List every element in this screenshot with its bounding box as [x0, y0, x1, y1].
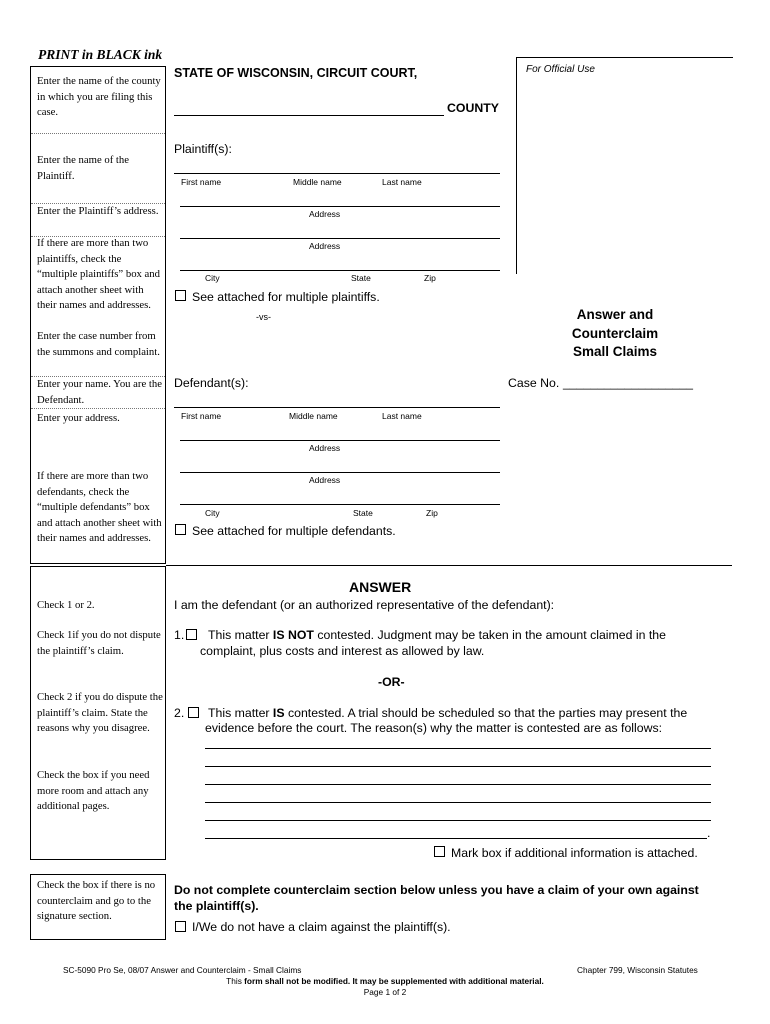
sidebar-note-case-number: Enter the case number from the summons and complaint.	[37, 330, 160, 358]
case-number-field[interactable]: ___________________	[563, 376, 693, 390]
plaintiff-address-label-1: Address	[309, 209, 341, 219]
defendant-address-label-2: Address	[309, 475, 341, 485]
counterclaim-instruction-line-1: Do not complete counterclaim section below unless you have a claim of your own against	[174, 883, 699, 897]
sidebar-note-multiple-defendants: If there are more than two defendants, check the “multiple defendants” box and attach another sheet with their names and addresses.	[37, 470, 162, 544]
sidebar-note-check-1: Check 1if you do not dispute the plaintiff’s claim.	[37, 629, 161, 657]
defendant-address-field-1[interactable]	[180, 440, 500, 441]
option-2-checkbox[interactable]	[188, 707, 199, 718]
sidebar-note-no-counterclaim: Check the box if there is no counterclaim and go to the signature section.	[37, 879, 156, 922]
option-2-text-line-2: evidence before the court. The reason(s) why the matter is contested are as follows:	[205, 721, 663, 735]
sidebar-note-check-2: Check 2 if you do dispute the plaintiff’s claim. State the reasons why you disagree.	[37, 691, 163, 734]
footer-notice-a: This	[226, 976, 242, 986]
plaintiff-city-label: City	[205, 273, 220, 283]
option-2-number: 2.	[174, 706, 185, 720]
answer-title: ANSWER	[349, 579, 412, 595]
reason-line-4[interactable]	[205, 802, 711, 803]
plaintiff-address-field-2[interactable]	[180, 238, 500, 239]
footer-notice	[0, 976, 770, 986]
option-2-text-a: This matter	[208, 706, 270, 720]
reason-line-3[interactable]	[205, 784, 711, 785]
plaintiff-first-name-label: First name	[181, 177, 222, 187]
court-title: STATE OF WISCONSIN, CIRCUIT COURT,	[174, 66, 418, 80]
reason-line-1[interactable]	[205, 748, 711, 749]
defendant-middle-name-label: Middle name	[289, 411, 338, 421]
sidebar-note-more-room: Check the box if you need more room and attach any additional pages.	[37, 769, 150, 812]
form-title-line-1: Answer and	[576, 307, 654, 322]
sidebar-note-your-address: Enter your address.	[37, 412, 120, 424]
multiple-plaintiffs-checkbox[interactable]	[175, 290, 186, 301]
sidebar-note-your-name: Enter your name. You are the Defendant.	[37, 378, 162, 406]
plaintiff-middle-name-label: Middle name	[293, 177, 342, 187]
option-1-text-a: This matter	[208, 628, 270, 642]
reason-period: .	[707, 826, 711, 840]
answer-intro: I am the defendant (or an authorized representative of the defendant):	[174, 598, 555, 612]
sidebar-note-check-1-or-2: Check 1 or 2.	[37, 599, 95, 611]
option-1-checkbox[interactable]	[186, 629, 197, 640]
county-label: COUNTY	[447, 101, 499, 115]
multiple-defendants-label: See attached for multiple defendants.	[192, 524, 396, 538]
counterclaim-instruction-line-2: the plaintiff(s).	[174, 899, 259, 913]
case-number-label: Case No.	[508, 376, 560, 390]
plaintiff-last-name-label: Last name	[382, 177, 422, 187]
official-use-label: For Official Use	[526, 64, 595, 75]
defendant-first-name-label: First name	[181, 411, 222, 421]
county-name-field[interactable]	[174, 115, 444, 116]
no-counterclaim-label: I/We do not have a claim against the plaintiff(s).	[192, 920, 451, 934]
defendant-heading: Defendant(s):	[174, 376, 249, 390]
defendant-state-label: State	[353, 508, 373, 518]
option-2-text	[208, 706, 687, 720]
sidebar-note-plaintiff-address: Enter the Plaintiff’s address.	[37, 205, 159, 217]
defendant-city-label: City	[205, 508, 220, 518]
defendant-city-state-zip-field[interactable]	[180, 504, 500, 505]
or-separator: -OR-	[378, 675, 405, 689]
sidebar-divider	[31, 133, 165, 134]
option-1-text	[208, 628, 666, 642]
defendant-address-label-1: Address	[309, 443, 341, 453]
sidebar-divider	[31, 408, 165, 409]
option-1-number: 1.	[174, 628, 185, 642]
footer-notice-b: form shall not be modified. It may be supplemented with additional material.	[244, 976, 544, 986]
official-use-box	[516, 57, 733, 274]
footer-statute: Chapter 799, Wisconsin Statutes	[577, 965, 698, 975]
defendant-last-name-label: Last name	[382, 411, 422, 421]
plaintiff-address-field-1[interactable]	[180, 206, 500, 207]
option-1-text-c: contested. Judgment may be taken in the amount claimed in the	[317, 628, 666, 642]
plaintiff-city-state-zip-field[interactable]	[180, 270, 500, 271]
footer-form-id: SC-5090 Pro Se, 08/07 Answer and Counterclaim - Small Claims	[63, 965, 302, 975]
form-title	[560, 306, 670, 362]
defendant-address-field-2[interactable]	[180, 472, 500, 473]
no-counterclaim-checkbox[interactable]	[175, 921, 186, 932]
counterclaim-instruction	[174, 882, 719, 914]
reason-line-5[interactable]	[205, 820, 711, 821]
option-2-text-c: contested. A trial should be scheduled so that the parties may present the	[287, 706, 688, 720]
form-title-line-3: Small Claims	[572, 344, 658, 359]
sidebar-note-county: Enter the name of the county in which you are filing this case.	[37, 75, 161, 118]
plaintiff-name-field[interactable]	[174, 173, 500, 174]
defendant-name-field[interactable]	[174, 407, 500, 408]
sidebar-note-plaintiff-name: Enter the name of the Plaintiff.	[37, 154, 129, 182]
footer-page-number: Page 1 of 2	[363, 987, 407, 997]
multiple-plaintiffs-label: See attached for multiple plaintiffs.	[192, 290, 380, 304]
option-2-contested: IS	[272, 706, 285, 720]
additional-info-label: Mark box if additional information is attached.	[451, 846, 698, 860]
reason-line-6[interactable]	[205, 838, 707, 839]
plaintiff-heading: Plaintiff(s):	[174, 142, 232, 156]
additional-info-checkbox[interactable]	[434, 846, 445, 857]
multiple-defendants-checkbox[interactable]	[175, 524, 186, 535]
plaintiff-zip-label: Zip	[424, 273, 436, 283]
sidebar-note-multiple-plaintiffs: If there are more than two plaintiffs, check the “multiple plaintiffs” box and attach another sheet with their names and addresses.	[37, 237, 160, 311]
option-1-not-contested: IS NOT	[272, 628, 314, 642]
print-instruction: PRINT in BLACK ink	[38, 47, 163, 62]
option-1-text-line-2: complaint, plus costs and interest as allowed by law.	[200, 644, 485, 658]
versus-label: -vs-	[256, 312, 271, 322]
form-title-line-2: Counterclaim	[571, 325, 659, 341]
section-separator	[166, 565, 732, 566]
plaintiff-address-label-2: Address	[309, 241, 341, 251]
plaintiff-state-label: State	[351, 273, 371, 283]
defendant-zip-label: Zip	[426, 508, 438, 518]
reason-line-2[interactable]	[205, 766, 711, 767]
